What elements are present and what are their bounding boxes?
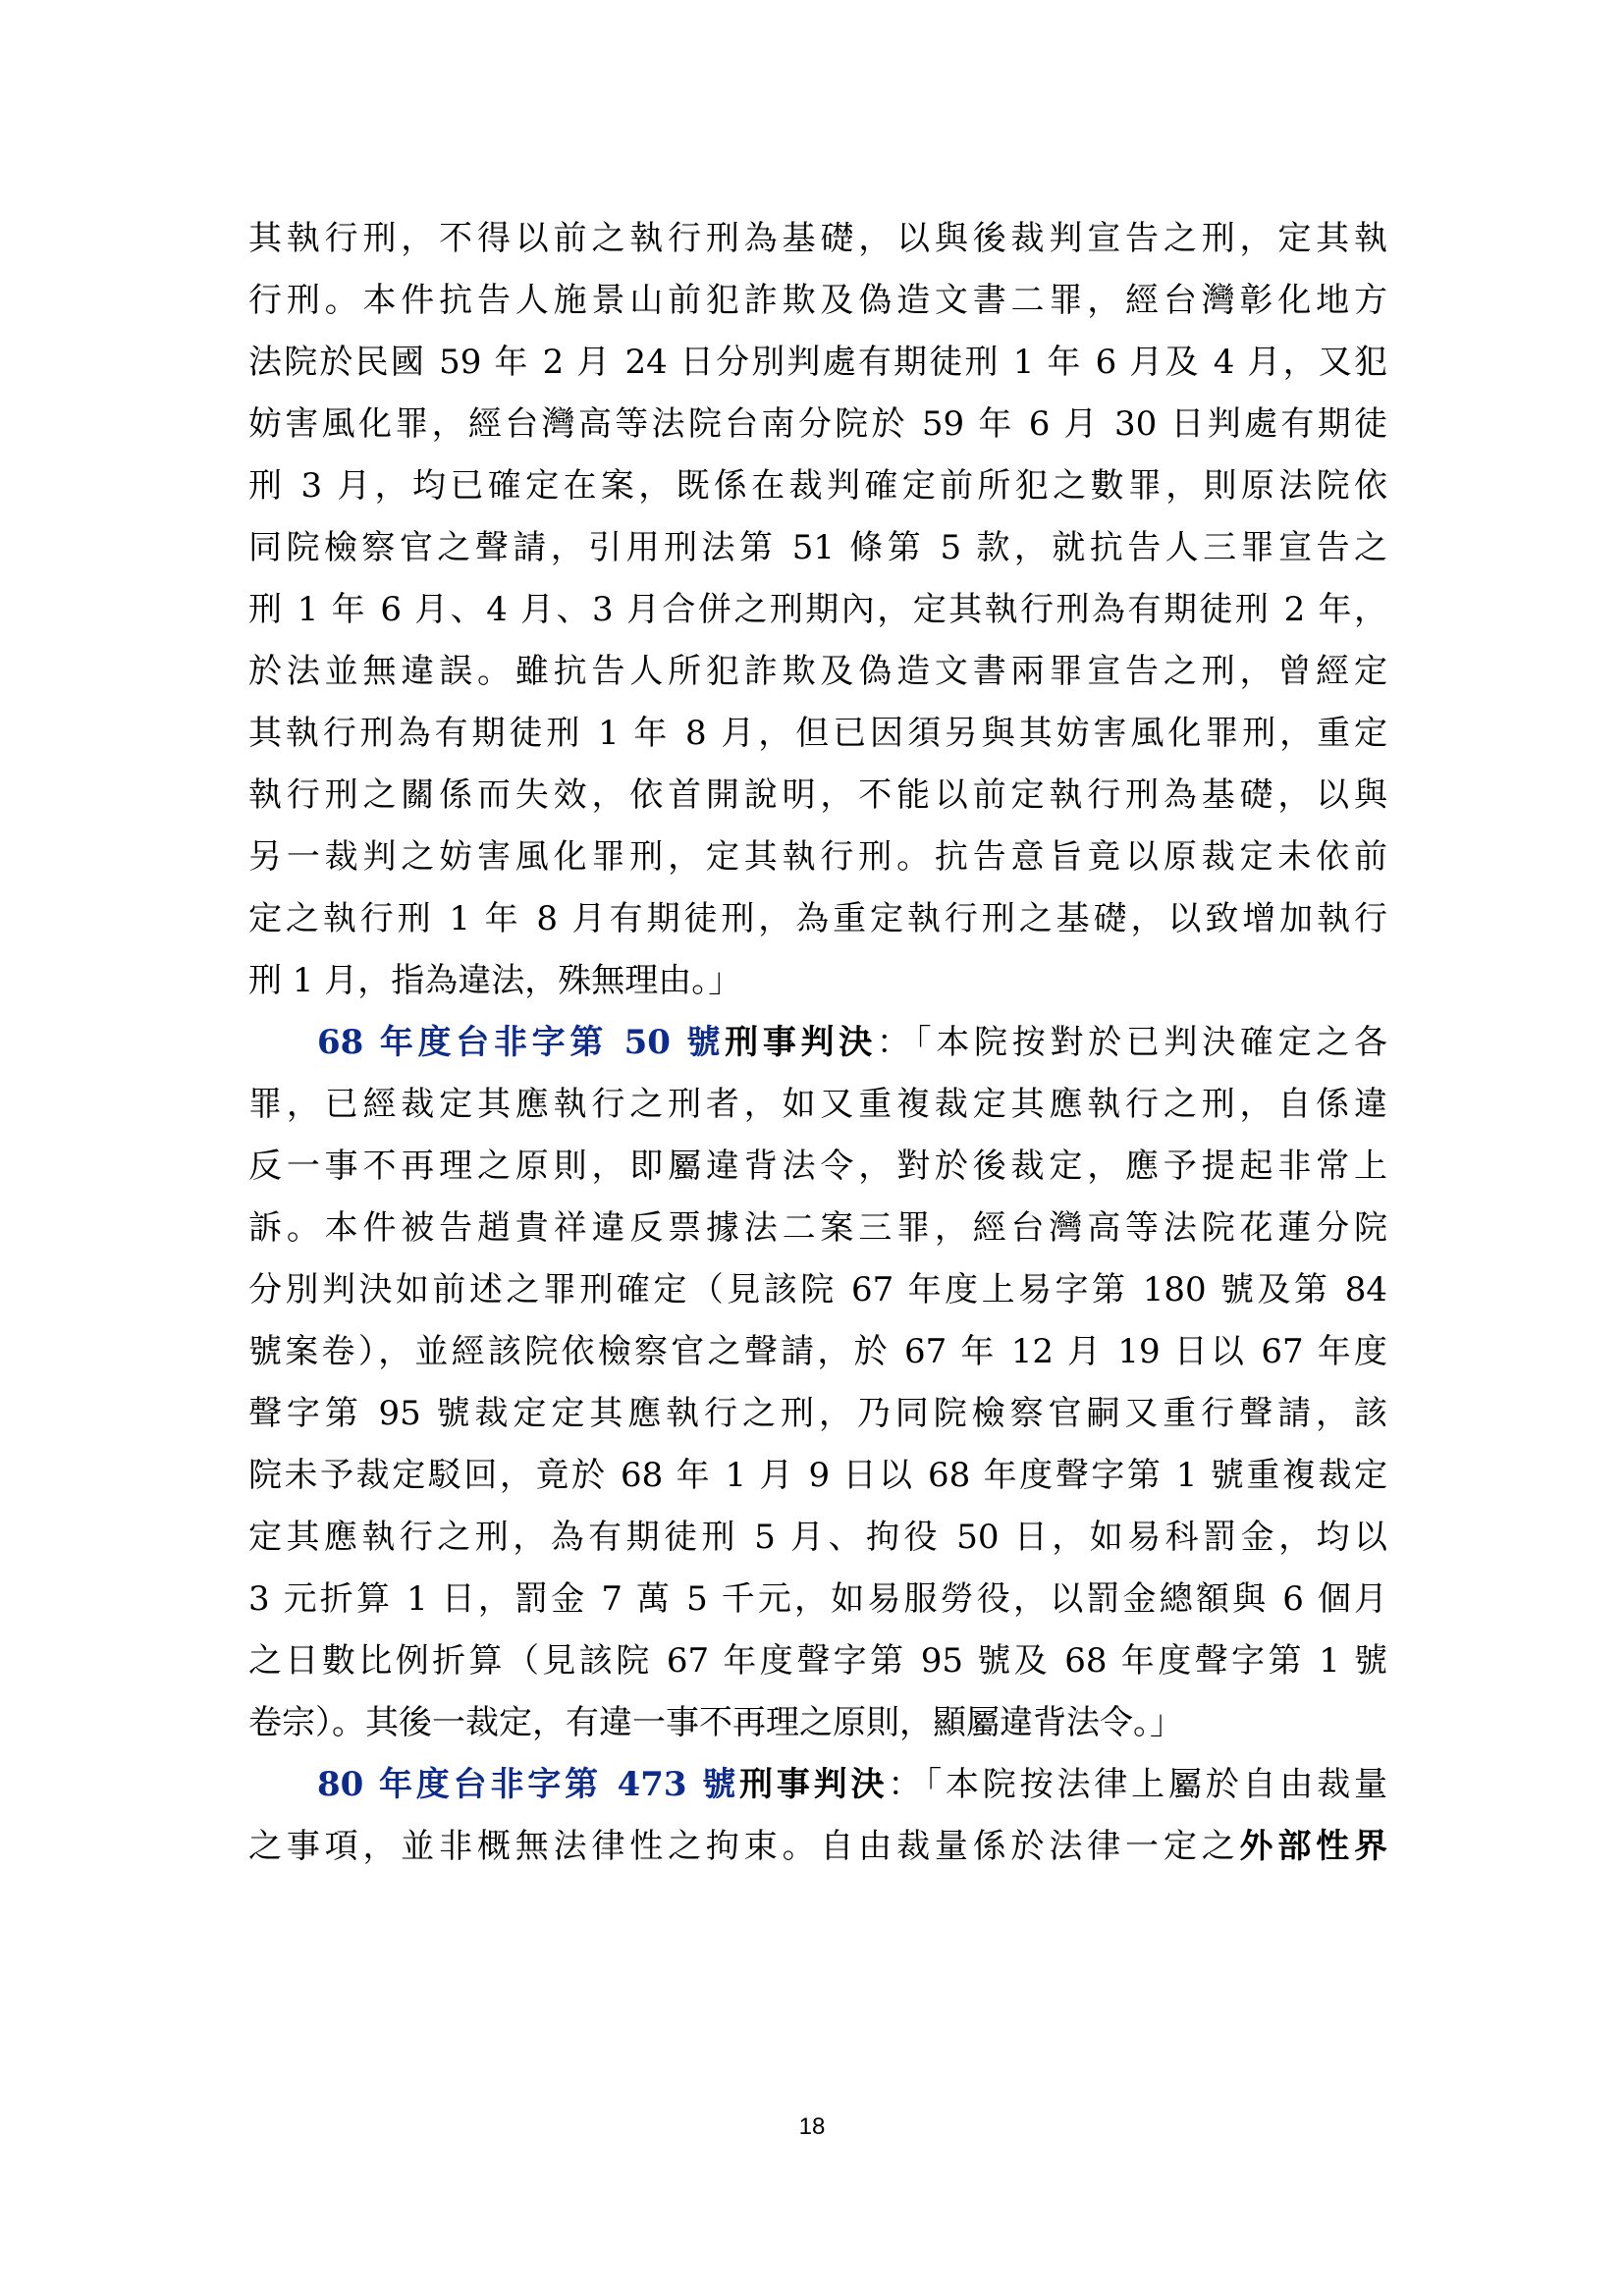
paragraph-line: 分別判決如前述之罪刑確定（見該院 67 年度上易字第 180 號及第 84 (248, 1270, 1387, 1309)
paragraph-line: 其執行刑為有期徒刑 1 年 8 月，但已因須另與其妨害風化罪刑，重定 (248, 714, 1387, 753)
paragraph-line: 訴。本件被告趙貴祥違反票據法二案三罪，經台灣高等法院花蓮分院 (248, 1208, 1387, 1248)
case-type: 刑事判決 (739, 1765, 889, 1804)
paragraph-line: 另一裁判之妨害風化罪刑，定其執行刑。抗告意旨竟以原裁定未依前 (248, 837, 1387, 877)
case-reference: 68 年度台非字第 50 號 (317, 1023, 726, 1062)
document-body (248, 208, 1387, 1878)
paragraph-3 (248, 1754, 1387, 1878)
page-number: 18 (798, 2113, 826, 2140)
paragraph-line: 之日數比例折算（見該院 67 年度聲字第 95 號及 68 年度聲字第 1 號 (248, 1641, 1387, 1681)
paragraph-line: 定其應執行之刑，為有期徒刑 5 月、拘役 50 日，如易科罰金，均以 (248, 1518, 1387, 1557)
paragraph-line: 法院於民國 59 年 2 月 24 日分別判處有期徒刑 1 年 6 月及 4 月，又犯 (248, 343, 1387, 382)
paragraph-first-line (248, 1754, 1387, 1816)
paragraph-first-line (248, 1012, 1387, 1074)
paragraph-line: 號案卷），並經該院依檢察官之聲請，於 67 年 12 月 19 日以 67 年度 (248, 1332, 1387, 1371)
paragraph-line: 卷宗）。其後一裁定，有違一事不再理之原則，顯屬違背法令。」 (248, 1703, 1183, 1742)
paragraph-2 (248, 1012, 1387, 1754)
paragraph-line: 3 元折算 1 日，罰金 7 萬 5 千元，如易服勞役，以罰金總額與 6 個月 (248, 1579, 1387, 1619)
paragraph-line: 刑 3 月，均已確定在案，既係在裁判確定前所犯之數罪，則原法院依 (248, 466, 1387, 506)
paragraph-line: 罪，已經裁定其應執行之刑者，如又重複裁定其應執行之刑，自係違 (248, 1085, 1387, 1124)
emphasis-text: 外部性界 (1239, 1827, 1387, 1866)
paragraph-line-text: ：「本院按對於已判決確定之各 (876, 1023, 1388, 1062)
paragraph-line: 妨害風化罪，經台灣高等法院台南分院於 59 年 6 月 30 日判處有期徒 (248, 404, 1387, 444)
paragraph-line: 刑 1 年 6 月、4 月、3 月合併之刑期內，定其執行刑為有期徒刑 2 年， (248, 590, 1387, 629)
paragraph-1 (248, 208, 1387, 1012)
paragraph-line: 刑 1 月，指為違法，殊無理由。」 (248, 961, 742, 1000)
paragraph-line (248, 1816, 1387, 1878)
paragraph-line: 其執行刑，不得以前之執行刑為基礎，以與後裁判宣告之刑，定其執 (248, 219, 1387, 258)
case-type: 刑事判決 (725, 1023, 877, 1062)
case-reference: 80 年度台非字第 473 號 (317, 1765, 740, 1804)
paragraph-line: 同院檢察官之聲請，引用刑法第 51 條第 5 款，就抗告人三罪宣告之 (248, 528, 1387, 567)
paragraph-line: 聲字第 95 號裁定定其應執行之刑，乃同院檢察官嗣又重行聲請，該 (248, 1394, 1387, 1433)
paragraph-line: 院未予裁定駁回，竟於 68 年 1 月 9 日以 68 年度聲字第 1 號重複裁定 (248, 1456, 1387, 1495)
paragraph-line: 於法並無違誤。雖抗告人所犯詐欺及偽造文書兩罪宣告之刑，曾經定 (248, 652, 1387, 691)
paragraph-line-text: 之事項，並非概無法律性之拘束。自由裁量係於法律一定之 (248, 1827, 1240, 1866)
paragraph-line: 行刑。本件抗告人施景山前犯詐欺及偽造文書二罪，經台灣彰化地方 (248, 281, 1387, 320)
paragraph-line: 定之執行刑 1 年 8 月有期徒刑，為重定執行刑之基礎，以致增加執行 (248, 899, 1387, 938)
paragraph-line: 執行刑之關係而失效，依首開說明，不能以前定執行刑為基礎，以與 (248, 775, 1387, 815)
paragraph-line: 反一事不再理之原則，即屬違背法令，對於後裁定，應予提起非常上 (248, 1147, 1387, 1186)
paragraph-line-text: ：「本院按法律上屬於自由裁量 (888, 1765, 1388, 1804)
